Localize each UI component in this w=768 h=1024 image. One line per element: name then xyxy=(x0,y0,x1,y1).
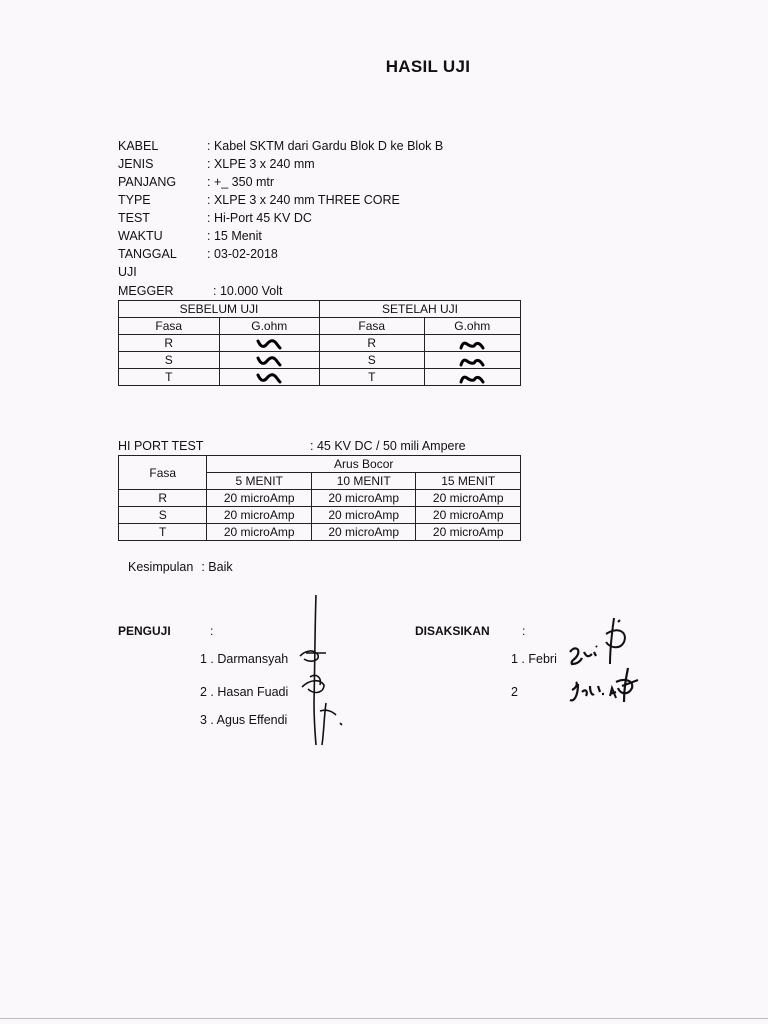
hiport-table-group-header xyxy=(119,456,521,473)
fasa-cell: R xyxy=(119,335,220,352)
page-bottom-edge xyxy=(0,1018,768,1019)
current-cell: 20 microAmp xyxy=(207,524,312,541)
infinity-mark-icon xyxy=(256,338,282,350)
info-value: : XLPE 3 x 240 mm xyxy=(207,157,315,171)
megger-table xyxy=(118,300,521,386)
hiport-line xyxy=(118,437,598,455)
megger-value: : 10.000 Volt xyxy=(213,284,283,298)
megger-table-col-header xyxy=(119,318,521,335)
info-value: : XLPE 3 x 240 mm THREE CORE xyxy=(207,193,400,207)
witness-name: 2 xyxy=(511,685,518,699)
info-label: KABEL xyxy=(118,139,159,153)
gohm-after-cell xyxy=(424,369,520,386)
infinity-mark-icon xyxy=(459,372,485,384)
current-cell: 20 microAmp xyxy=(416,507,521,524)
hiport-value: : 45 KV DC / 50 mili Ampere xyxy=(310,439,466,453)
tester-name: 1 . Darmansyah xyxy=(200,652,289,666)
infinity-mark-icon xyxy=(459,338,485,350)
tester-name: 3 . Agus Effendi xyxy=(200,713,288,727)
info-label: TANGGAL UJI xyxy=(118,247,177,279)
after-test-header: SETELAH UJI xyxy=(320,301,521,318)
conclusion xyxy=(128,560,233,574)
info-value: : 03-02-2018 xyxy=(207,247,278,261)
time-header: 5 MENIT xyxy=(207,473,312,490)
conclusion-label: Kesimpulan xyxy=(128,560,194,574)
time-header: 15 MENIT xyxy=(416,473,521,490)
megger-label: MEGGER xyxy=(118,284,174,298)
fasa-cell: R xyxy=(320,335,425,352)
gohm-before-cell xyxy=(219,352,320,369)
info-value: : +_ 350 mtr xyxy=(207,175,275,189)
leak-current-header: Arus Bocor xyxy=(207,456,521,473)
hiport-label: HI PORT TEST xyxy=(118,439,204,453)
gohm-after-cell xyxy=(424,352,520,369)
current-cell: 20 microAmp xyxy=(416,490,521,507)
table-row xyxy=(119,352,521,369)
time-header: 10 MENIT xyxy=(311,473,416,490)
current-cell: 20 microAmp xyxy=(311,507,416,524)
fasa-cell: T xyxy=(320,369,425,386)
info-label: PANJANG xyxy=(118,175,177,189)
info-label: JENIS xyxy=(118,157,154,171)
gohm-before-cell xyxy=(219,335,320,352)
gohm-header: G.ohm xyxy=(219,318,320,335)
infinity-mark-icon xyxy=(459,355,485,367)
fasa-cell: R xyxy=(119,490,207,507)
tester-heading: PENGUJI xyxy=(118,624,171,638)
document-title: HASIL UJI xyxy=(385,57,471,76)
gohm-header: G.ohm xyxy=(424,318,520,335)
gohm-after-cell xyxy=(424,335,520,352)
fasa-header: Fasa xyxy=(119,318,220,335)
tester-signature-icon xyxy=(296,593,356,753)
current-cell: 20 microAmp xyxy=(311,490,416,507)
tester-name: 2 . Hasan Fuadi xyxy=(200,685,289,699)
fasa-header: Fasa xyxy=(320,318,425,335)
info-label: WAKTU xyxy=(118,229,163,243)
conclusion-value: : Baik xyxy=(201,560,233,574)
tester-colon: : xyxy=(210,624,214,638)
current-cell: 20 microAmp xyxy=(207,507,312,524)
fasa-cell: T xyxy=(119,369,220,386)
current-cell: 20 microAmp xyxy=(416,524,521,541)
info-label: TEST xyxy=(118,211,150,225)
table-row xyxy=(119,524,521,541)
info-value: : 15 Menit xyxy=(207,229,262,243)
info-value: : Hi-Port 45 KV DC xyxy=(207,211,312,225)
witness-heading: DISAKSIKAN xyxy=(415,624,490,638)
table-row xyxy=(119,335,521,352)
fasa-header: Fasa xyxy=(119,456,207,490)
infinity-mark-icon xyxy=(256,355,282,367)
before-test-header: SEBELUM UJI xyxy=(119,301,320,318)
table-row xyxy=(119,490,521,507)
fasa-cell: T xyxy=(119,524,207,541)
gohm-before-cell xyxy=(219,369,320,386)
current-cell: 20 microAmp xyxy=(207,490,312,507)
megger-table-group-header xyxy=(119,301,521,318)
info-value: : Kabel SKTM dari Gardu Blok D ke Blok B xyxy=(207,139,444,153)
hiport-table xyxy=(118,455,521,541)
witness-signature-icon xyxy=(566,612,646,712)
info-label: TYPE xyxy=(118,193,151,207)
table-row xyxy=(119,507,521,524)
fasa-cell: S xyxy=(119,352,220,369)
fasa-cell: S xyxy=(320,352,425,369)
table-row xyxy=(119,369,521,386)
current-cell: 20 microAmp xyxy=(311,524,416,541)
fasa-cell: S xyxy=(119,507,207,524)
witness-name: 1 . Febri xyxy=(511,652,557,666)
witness-colon: : xyxy=(522,624,526,638)
infinity-mark-icon xyxy=(256,372,282,384)
